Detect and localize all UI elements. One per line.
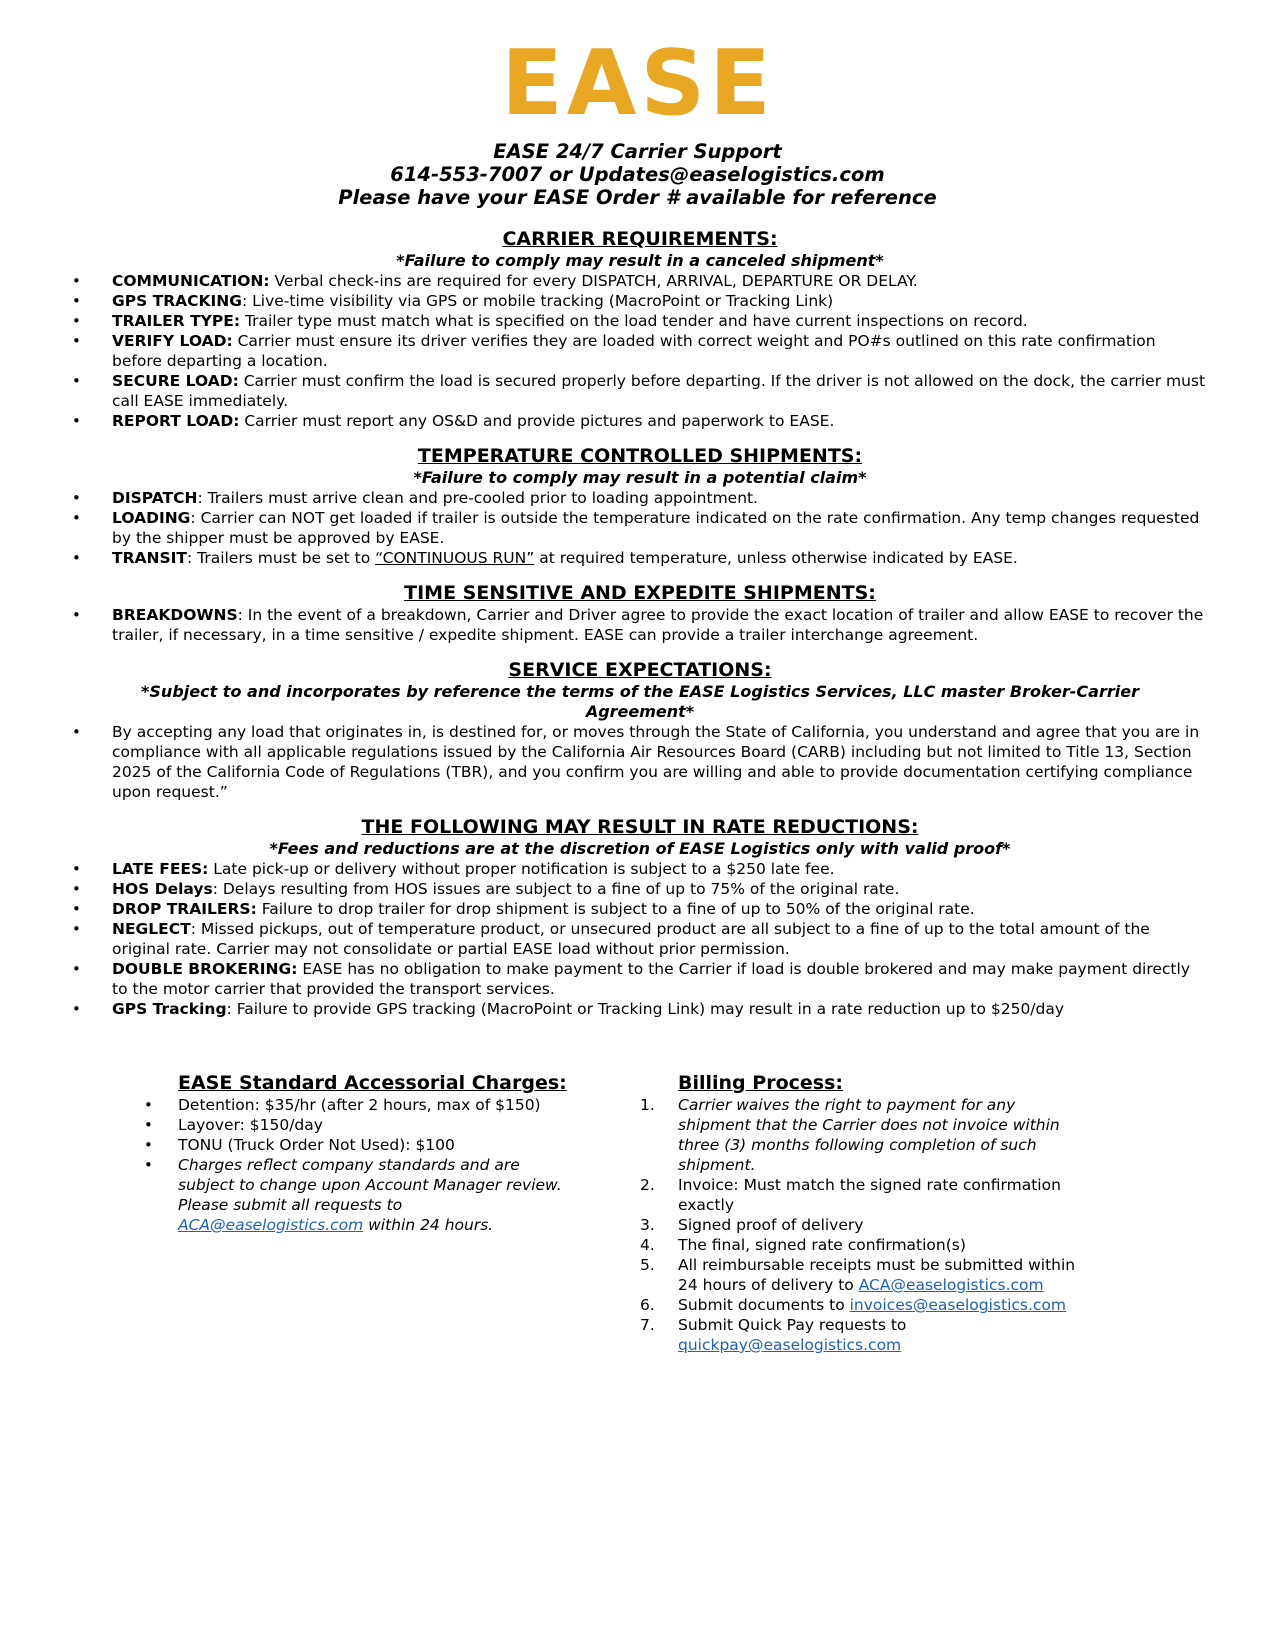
invoices-email-link[interactable]: invoices@easelogistics.com — [849, 1296, 1067, 1314]
item-label: DOUBLE BROKERING: — [112, 960, 298, 978]
item-text: Invoice: Must match the signed rate confirmation exactly — [678, 1176, 1061, 1214]
rate-reductions-list — [70, 859, 1210, 1019]
list-item — [640, 1215, 1090, 1235]
list-item — [70, 331, 1210, 371]
item-label: REPORT LOAD: — [112, 412, 240, 430]
item-label: VERIFY LOAD: — [112, 332, 233, 350]
list-item — [140, 1155, 580, 1235]
item-text: Carrier waives the right to payment for any shipment that the Carrier does not invoice within three (3) months following completion of such shipment. — [678, 1096, 1060, 1174]
list-item — [70, 859, 1210, 879]
item-text: : Trailers must arrive clean and pre-cooled prior to loading appointment. — [197, 489, 759, 507]
item-text: Carrier must confirm the load is secured properly before departing. If the driver is not allowed on the dock, the carrier must call EASE immediately. — [112, 372, 1206, 410]
item-text: at required temperature, unless otherwise indicated by EASE. — [534, 549, 1018, 567]
item-text: The final, signed rate confirmation(s) — [678, 1236, 966, 1254]
list-item — [640, 1095, 1090, 1175]
item-label: LOADING — [112, 509, 191, 527]
list-item — [70, 605, 1210, 645]
item-label: GPS Tracking — [112, 1000, 227, 1018]
time-sensitive-section — [70, 582, 1210, 645]
support-header — [0, 140, 1275, 209]
item-text: : In the event of a breakdown, Carrier and Driver agree to provide the exact location of trailer and allow EASE to recover the trailer, if necessary, in a time sensitive / expedite shipment. EASE can provide a trailer interchange agreement. — [112, 606, 1204, 644]
item-number: 6. — [640, 1296, 655, 1314]
section-title: SERVICE EXPECTATIONS: — [508, 659, 772, 681]
list-item — [640, 1175, 1090, 1215]
item-text: Late pick-up or delivery without proper notification is subject to a $250 late fee. — [208, 860, 835, 878]
service-expectations-section — [70, 659, 1210, 802]
item-label: GPS TRACKING — [112, 292, 242, 310]
accessorial-title: EASE Standard Accessorial Charges: — [178, 1072, 567, 1094]
item-label: TRANSIT — [112, 549, 187, 567]
accessorial-list — [140, 1095, 580, 1235]
support-title: EASE 24/7 Carrier Support — [493, 140, 782, 163]
section-note: *Fees and reductions are at the discretion of EASE Logistics only with valid proof* — [269, 839, 1011, 858]
support-contact: 614-553-7007 or Updates@easelogistics.com — [390, 163, 885, 186]
list-item — [70, 959, 1210, 999]
item-number: 2. — [640, 1176, 655, 1194]
item-label: COMMUNICATION: — [112, 272, 270, 290]
accessorial-charges-column — [140, 1072, 580, 1235]
list-item — [70, 548, 1210, 568]
item-label: NEGLECT — [112, 920, 191, 938]
item-label: DROP TRAILERS: — [112, 900, 257, 918]
item-label: HOS Delays — [112, 880, 213, 898]
aca-email-link[interactable]: ACA@easelogistics.com — [178, 1216, 364, 1234]
item-text: Signed proof of delivery — [678, 1216, 864, 1234]
temperature-section — [70, 445, 1210, 568]
service-list — [70, 722, 1210, 802]
item-text: within 24 hours. — [363, 1216, 494, 1234]
item-text: Carrier must report any OS&D and provide pictures and paperwork to EASE. — [239, 412, 835, 430]
item-number: 7. — [640, 1316, 655, 1334]
list-item — [70, 508, 1210, 548]
list-item — [640, 1255, 1090, 1295]
item-label: LATE FEES: — [112, 860, 209, 878]
item-text: : Trailers must be set to — [186, 549, 376, 567]
rate-reductions-section — [70, 816, 1210, 1019]
ease-logo — [488, 42, 788, 120]
list-item: • TONU (Truck Order Not Used): $100 — [140, 1135, 580, 1155]
list-item — [70, 899, 1210, 919]
item-text: Failure to drop trailer for drop shipment is subject to a fine of up to 50% of the original rate. — [256, 900, 975, 918]
item-number: 1. — [640, 1096, 655, 1114]
item-text: : Failure to provide GPS tracking (MacroPoint or Tracking Link) may result in a rate reduction up to $250/day — [226, 1000, 1065, 1018]
item-number: 5. — [640, 1256, 655, 1274]
support-reference-note: Please have your EASE Order # available for reference — [338, 186, 937, 209]
item-text: EASE has no obligation to make payment to the Carrier if load is double brokered and may make payment directly to the motor carrier that provided the transport services. — [112, 960, 1190, 998]
list-item — [70, 488, 1210, 508]
item-text: Submit documents to — [678, 1296, 850, 1314]
quickpay-email-link[interactable]: quickpay@easelogistics.com — [678, 1336, 902, 1354]
item-text: Verbal check-ins are required for every DISPATCH, ARRIVAL, DEPARTURE OR DELAY. — [269, 272, 918, 290]
item-label: DISPATCH — [112, 489, 198, 507]
list-item — [70, 291, 1210, 311]
continuous-run-text: “CONTINUOUS RUN” — [375, 549, 535, 567]
requirements-list — [70, 271, 1210, 431]
item-text: : Missed pickups, out of temperature product, or unsecured product are all subject to a fine of up to the total amount of the original rate. Carrier may not consolidate or partial EASE load without prior permission. — [112, 920, 1150, 958]
list-item — [70, 371, 1210, 411]
item-text: : Carrier can NOT get loaded if trailer is outside the temperature indicated on the rate confirmation. Any temp changes requested by the shipper must be approved by EASE. — [112, 509, 1200, 547]
section-title: THE FOLLOWING MAY RESULT IN RATE REDUCTIONS: — [361, 816, 919, 838]
item-text: By accepting any load that originates in, is destined for, or moves through the State of California, you understand and agree that you are in compliance with all applicable regulations issued by the California Air Resources Board (CARB) including but not limited to Title 13, Section 2025 of the California Code of Regulations (TBR), and you confirm you are willing and able to provide documentation certifying compliance upon request.” — [112, 723, 1200, 801]
billing-title: Billing Process: — [678, 1072, 843, 1094]
main-content — [70, 228, 1210, 1019]
carrier-requirements-section — [70, 228, 1210, 431]
list-item — [70, 271, 1210, 291]
billing-process-column — [640, 1072, 1090, 1355]
ease-logo-text: EASE — [501, 42, 775, 120]
item-text: : Live-time visibility via GPS or mobile tracking (MacroPoint or Tracking Link) — [242, 292, 834, 310]
aca-email-link[interactable]: ACA@easelogistics.com — [858, 1276, 1044, 1294]
item-text: Trailer type must match what is specified on the load tender and have current inspections on record. — [240, 312, 1028, 330]
list-item — [70, 722, 1210, 802]
list-item — [640, 1315, 1090, 1355]
item-text: Submit Quick Pay requests to — [678, 1316, 907, 1334]
billing-list — [640, 1095, 1090, 1355]
item-number: 4. — [640, 1236, 655, 1254]
item-label: BREAKDOWNS — [112, 606, 238, 624]
section-title: CARRIER REQUIREMENTS: — [502, 228, 778, 250]
item-text: Charges reflect company standards and are subject to change upon Account Manager review. Please submit all requests to — [178, 1156, 562, 1214]
item-label: TRAILER TYPE: — [112, 312, 241, 330]
list-item — [70, 999, 1210, 1019]
section-note: *Subject to and incorporates by reference the terms of the EASE Logistics Services, LLC master Broker-Carrier Agreement* — [141, 682, 1139, 721]
list-item — [70, 879, 1210, 899]
section-note: *Failure to comply may result in a canceled shipment* — [396, 251, 884, 270]
temperature-list — [70, 488, 1210, 568]
list-item — [70, 919, 1210, 959]
list-item — [70, 311, 1210, 331]
list-item — [640, 1235, 1090, 1255]
list-item: • Detention: $35/hr (after 2 hours, max of $150) — [140, 1095, 580, 1115]
section-note: *Failure to comply may result in a potential claim* — [413, 468, 867, 487]
item-number: 3. — [640, 1216, 655, 1234]
section-title: TIME SENSITIVE AND EXPEDITE SHIPMENTS: — [404, 582, 876, 604]
item-text: All reimbursable receipts must be submitted within 24 hours of delivery to — [678, 1256, 1076, 1294]
time-sensitive-list — [70, 605, 1210, 645]
item-text: Carrier must ensure its driver verifies they are loaded with correct weight and PO#s outlined on this rate confirmation before departing a location. — [112, 332, 1156, 370]
list-item — [70, 411, 1210, 431]
section-title: TEMPERATURE CONTROLLED SHIPMENTS: — [417, 445, 863, 467]
item-label: SECURE LOAD: — [112, 372, 239, 390]
list-item — [640, 1295, 1090, 1315]
list-item: • Layover: $150/day — [140, 1115, 580, 1135]
item-text: : Delays resulting from HOS issues are subject to a fine of up to 75% of the original rate. — [212, 880, 900, 898]
